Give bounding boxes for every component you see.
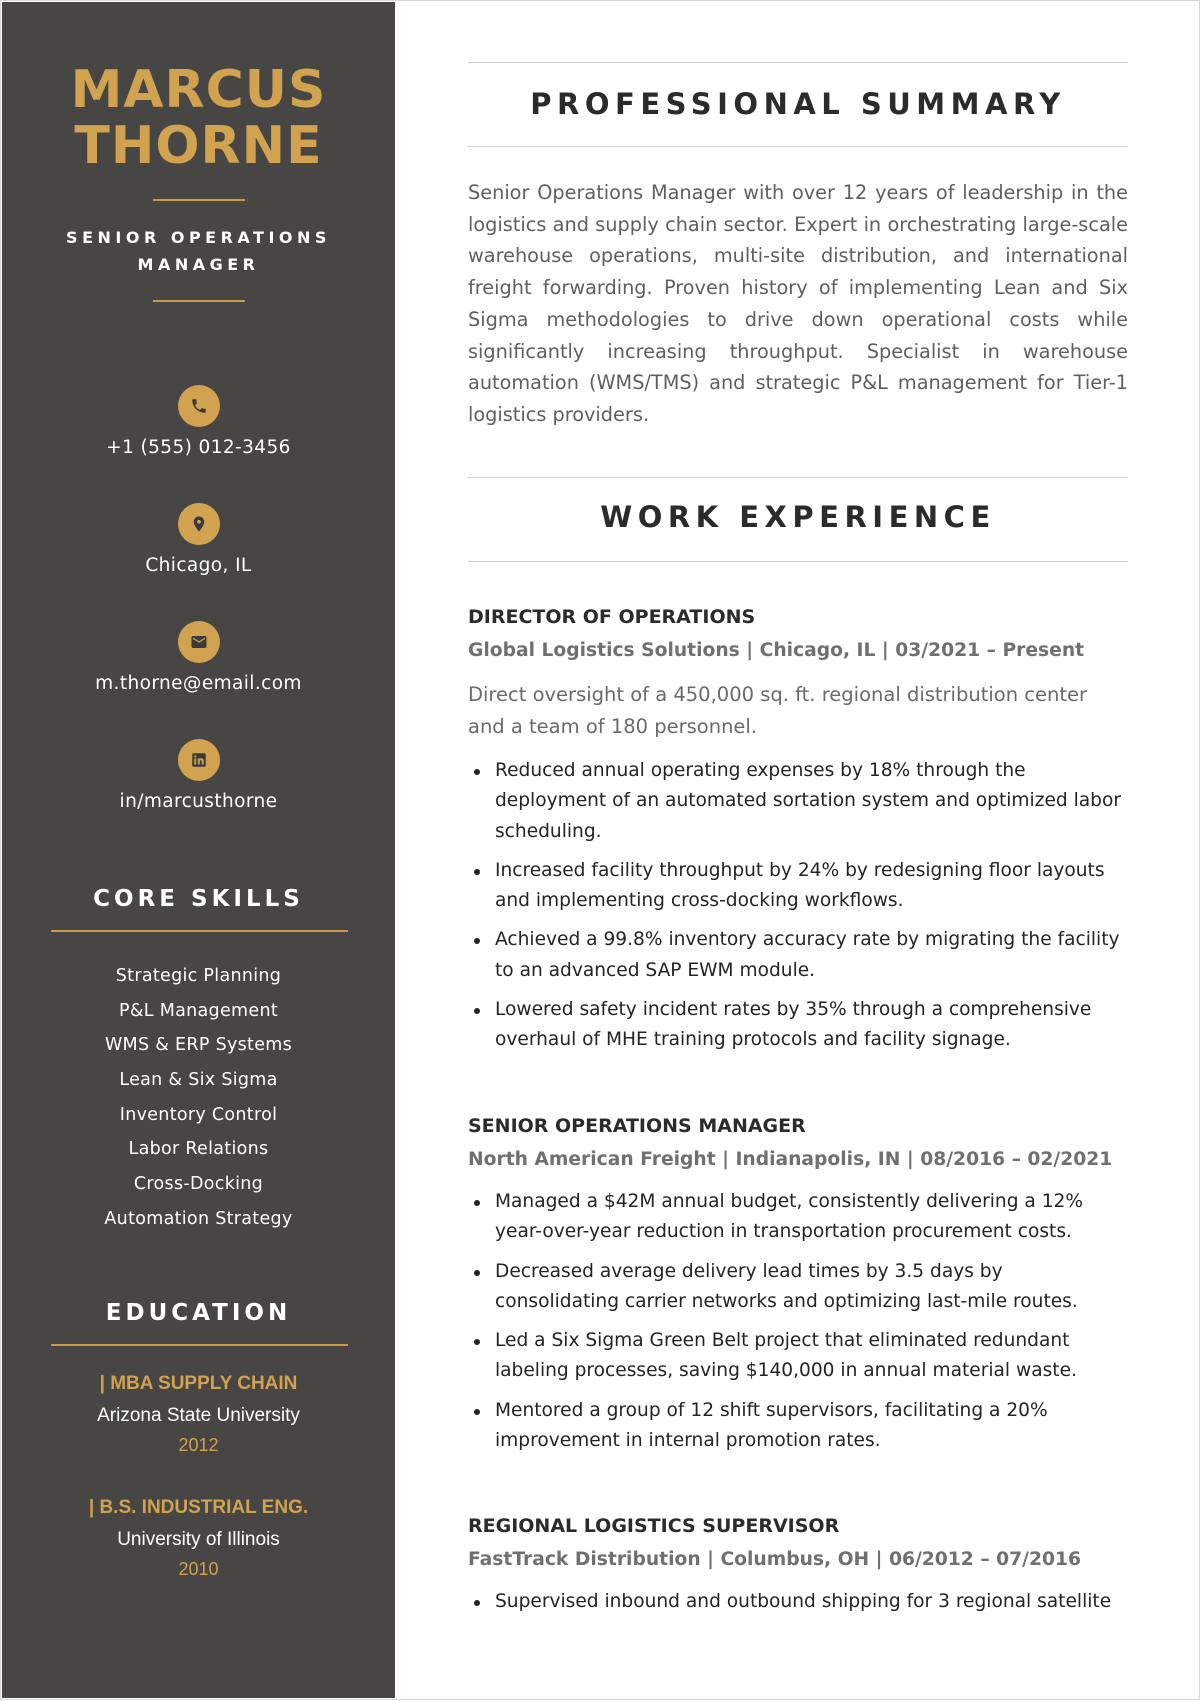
email-link[interactable]: m.thorne@email.com: [95, 673, 302, 694]
achievement-item: Achieved a 99.8% inventory accuracy rate by migrating the facility to an advanced SAP EWM module.: [468, 925, 1128, 986]
email-icon: [178, 621, 220, 663]
job-role: [2, 224, 395, 278]
skill-item: Strategic Planning: [115, 966, 282, 986]
graduation-year: 2010: [178, 1559, 219, 1579]
achievement-item: Lowered safety incident rates by 35% through a comprehensive overhaul of MHE training protocols and facility signage.: [468, 995, 1128, 1056]
contact-phone: [2, 385, 395, 458]
divider: [153, 199, 245, 201]
job-meta: FastTrack Distribution | Columbus, OH | 06/2012 – 07/2016: [468, 1549, 1082, 1570]
skill-item: P&L Management: [119, 1000, 278, 1021]
skill-item: Cross-Docking: [133, 1174, 264, 1195]
candidate-name: [2, 62, 395, 174]
phone-icon: [178, 385, 220, 427]
location-pin-icon: [178, 503, 220, 545]
main-content: [468, 1, 1128, 1701]
achievement-item: Supervised inbound and outbound shipping for 3 regional satellite: [468, 1587, 1128, 1617]
contact-linkedin: [2, 739, 395, 812]
summary-heading: PROFESSIONAL SUMMARY: [530, 87, 1066, 121]
linkedin-link[interactable]: in/marcusthorne: [119, 791, 278, 812]
achievement-item: Mentored a group of 12 shift supervisors, facilitating a 20% improvement in internal promotion rates.: [468, 1396, 1128, 1457]
education-entry: [2, 1371, 395, 1458]
name-first: MARCUS: [70, 60, 327, 120]
contact-email: [2, 621, 395, 694]
job-title: SENIOR OPERATIONS MANAGER: [468, 1115, 806, 1137]
job-title: REGIONAL LOGISTICS SUPERVISOR: [468, 1515, 840, 1537]
job-meta: Global Logistics Solutions | Chicago, IL | 03/2021 – Present: [468, 640, 1085, 661]
divider: [468, 146, 1128, 147]
achievement-list: [468, 756, 1128, 1056]
skill-item: Lean & Six Sigma: [119, 1070, 278, 1091]
location-text: Chicago, IL: [145, 555, 252, 576]
phone-text: +1 (555) 012-3456: [106, 437, 291, 458]
school: University of Illinois: [117, 1529, 280, 1550]
skill-item: Automation Strategy: [104, 1208, 293, 1229]
graduation-year: 2012: [178, 1435, 219, 1455]
name-last: THORNE: [74, 116, 323, 176]
job-description: Direct oversight of a 450,000 sq. ft. regional distribution center and a team of 180 personnel.: [468, 683, 1088, 738]
skills-list: [2, 959, 395, 1237]
skill-item: Inventory Control: [119, 1104, 278, 1125]
achievement-item: Increased facility throughput by 24% by redesigning floor layouts and implementing cross-docking workflows.: [468, 856, 1128, 917]
summary-text: Senior Operations Manager with over 12 years of leadership in the logistics and supply chain sector. Expert in orchestrating large-scale warehouse operations, multi-site distribution, and international freight forwarding. Proven history of implementing Lean and Six Sigma methodologies to drive down operational costs while significantly increasing throughput. Specialist in warehouse automation (WMS/TMS) and strategic P&L management for Tier-1 logistics providers.: [468, 181, 1128, 426]
education-heading: EDUCATION: [105, 1300, 292, 1326]
job-entry: [468, 1113, 1128, 1465]
divider: [468, 477, 1128, 478]
skills-heading: CORE SKILLS: [93, 886, 304, 912]
divider: [153, 300, 245, 302]
contact-location: [2, 503, 395, 576]
skill-item: WMS & ERP Systems: [104, 1035, 293, 1056]
achievement-item: Led a Six Sigma Green Belt project that eliminated redundant labeling processes, saving $140,000 in annual material waste.: [468, 1326, 1128, 1387]
job-meta: North American Freight | Indianapolis, IN | 08/2016 – 02/2021: [468, 1149, 1113, 1170]
school: Arizona State University: [97, 1405, 300, 1426]
job-entry: [468, 1513, 1128, 1626]
role-line-2: MANAGER: [137, 255, 260, 274]
role-line-1: SENIOR OPERATIONS: [66, 228, 331, 247]
education-entry: [2, 1495, 395, 1582]
sidebar: [2, 2, 395, 1698]
experience-heading: WORK EXPERIENCE: [600, 500, 996, 534]
divider: [468, 561, 1128, 562]
job-entry: [468, 604, 1128, 1065]
divider: [51, 1344, 348, 1346]
skill-item: Labor Relations: [128, 1139, 269, 1160]
achievement-item: Reduced annual operating expenses by 18% through the deployment of an automated sortation system and optimized labor scheduling.: [468, 756, 1128, 847]
divider: [51, 930, 348, 932]
job-title: DIRECTOR OF OPERATIONS: [468, 606, 756, 628]
achievement-list: [468, 1187, 1128, 1456]
achievement-item: Managed a $42M annual budget, consistently delivering a 12% year-over-year reduction in transportation procurement costs.: [468, 1187, 1128, 1248]
achievement-list: [468, 1587, 1128, 1617]
linkedin-icon: [178, 739, 220, 781]
divider: [468, 62, 1128, 63]
achievement-item: Decreased average delivery lead times by 3.5 days by consolidating carrier networks and optimizing last-mile routes.: [468, 1257, 1128, 1318]
degree: | B.S. INDUSTRIAL ENG.: [88, 1497, 309, 1518]
degree: | MBA SUPPLY CHAIN: [99, 1373, 298, 1394]
